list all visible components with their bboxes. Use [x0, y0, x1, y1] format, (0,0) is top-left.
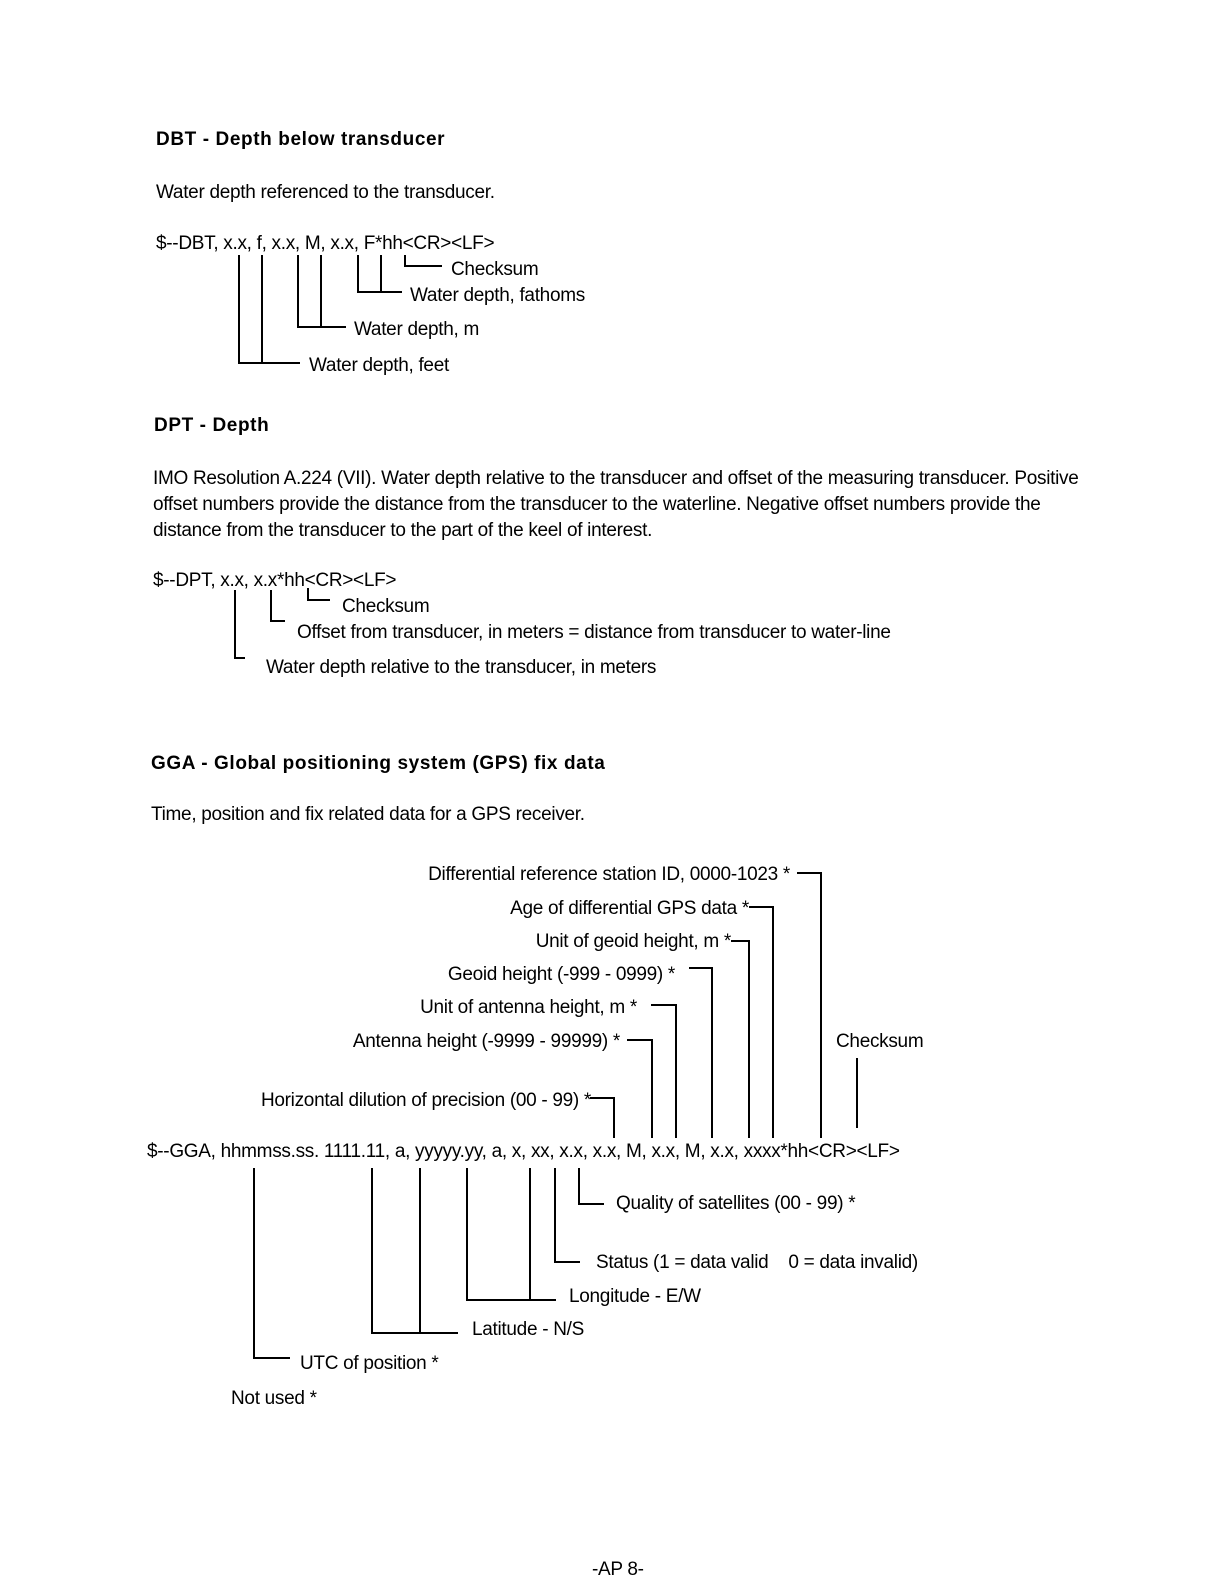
- dbt-description: Water depth referenced to the transducer.: [156, 182, 495, 203]
- gga-description: Time, position and fix related data for a GPS receiver.: [151, 804, 585, 825]
- gga-line-status: [555, 1168, 580, 1262]
- gga-label-quality: Quality of satellites (00 - 99) *: [616, 1193, 856, 1214]
- gga-line-unit-antenna: [651, 1005, 676, 1138]
- gga-line-longitude: [467, 1168, 556, 1300]
- gga-label-hdop: Horizontal dilution of precision (00 - 99) *: [260, 1090, 591, 1111]
- dbt-line-feet: [239, 255, 300, 363]
- dbt-label-feet: Water depth, feet: [309, 355, 449, 376]
- gga-label-age: Age of differential GPS data *: [510, 898, 749, 919]
- gga-label-unit-geoid: Unit of geoid height, m *: [535, 931, 731, 952]
- dpt-sentence: $--DPT, x.x, x.x*hh<CR><LF>: [153, 570, 397, 591]
- gga-line-unit-geoid: [731, 941, 749, 1138]
- gga-line-antenna: [627, 1040, 652, 1138]
- dpt-line-offset: [271, 590, 285, 621]
- dpt-label-offset: Offset from transducer, in meters = distance from transducer to water-line: [297, 622, 891, 643]
- gga-line-hdop: [590, 1098, 614, 1138]
- gga-heading: GGA - Global positioning system (GPS) fix data: [151, 753, 606, 774]
- dpt-label-checksum: Checksum: [342, 596, 430, 617]
- gga-line-ref-station: [797, 873, 821, 1138]
- page-number: -AP 8-: [592, 1559, 644, 1580]
- dbt-sentence: $--DBT, x.x, f, x.x, M, x.x, F*hh<CR><LF>: [156, 233, 495, 254]
- dbt-label-meters: Water depth, m: [354, 319, 479, 340]
- dpt-description: IMO Resolution A.224 (VII). Water depth relative to the transducer and offset of the measuring transducer. Positive offset numbers provide the distance from the transducer to the waterline. Negative offset numbers provide the distance from the transducer to the part of the keel of interest.: [153, 468, 1079, 541]
- gga-label-unit-antenna: Unit of antenna height, m *: [420, 997, 637, 1018]
- dpt-line-depth: [235, 590, 245, 658]
- dbt-line-m: [298, 255, 346, 327]
- dpt-label-depth: Water depth relative to the transducer, in meters: [266, 657, 657, 678]
- dbt-label-checksum: Checksum: [451, 259, 539, 280]
- dpt-heading: DPT - Depth: [154, 415, 270, 436]
- gga-label-ref-station: Differential reference station ID, 0000-1023 *: [428, 864, 790, 885]
- gga-line-age: [749, 907, 773, 1138]
- gga-line-geoid: [689, 968, 712, 1138]
- gga-label-latitude: Latitude - N/S: [472, 1319, 584, 1340]
- gga-label-checksum: Checksum: [836, 1031, 924, 1052]
- gga-line-utc: [254, 1168, 290, 1358]
- gga-label-utc: UTC of position *: [300, 1353, 439, 1374]
- gga-line-latitude: [372, 1168, 458, 1333]
- gga-label-longitude: Longitude - E/W: [569, 1286, 701, 1307]
- gga-sentence: $--GGA, hhmmss.ss. 1111.11, a, yyyyy.yy, a, x, xx, x.x, x.x, M, x.x, M, x.x, xxxx*hh<CR><LF>: [147, 1141, 900, 1162]
- dbt-line-checksum: [405, 255, 442, 266]
- gga-label-status: Status (1 = data valid 0 = data invalid): [596, 1252, 918, 1273]
- gga-label-antenna: Antenna height (-9999 - 99999) *: [352, 1031, 620, 1052]
- gga-label-not-used: Not used *: [231, 1388, 317, 1409]
- dbt-line-fathoms: [358, 255, 402, 292]
- dbt-label-fathoms: Water depth, fathoms: [410, 285, 585, 306]
- gga-line-quality: [579, 1168, 604, 1204]
- gga-label-geoid: Geoid height (-999 - 0999) *: [447, 964, 675, 985]
- dbt-heading: DBT - Depth below transducer: [156, 129, 446, 150]
